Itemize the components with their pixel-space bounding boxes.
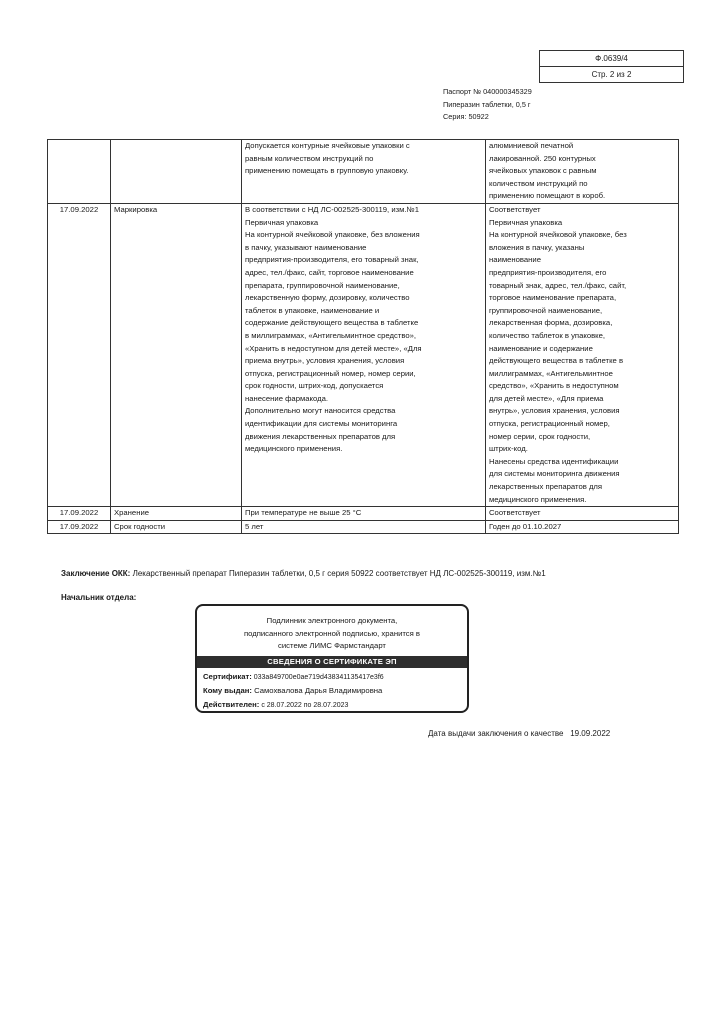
requirement-line: Дополнительно могут наносится средства	[245, 406, 396, 416]
result-line: для системы мониторинга движения	[489, 469, 620, 479]
requirement-line: лекарственную форму, дозировку, количество	[245, 293, 410, 303]
requirement-line: медицинского применения.	[245, 444, 343, 454]
form-code-box	[539, 50, 684, 83]
form-code: Ф.0639/4	[595, 54, 628, 63]
table-row	[48, 203, 679, 506]
requirement-line: срок годности, штрих-код, допускается	[245, 381, 384, 391]
result-line: миллиграммах, «Антигельминтное	[489, 368, 613, 378]
certificate-fields	[197, 668, 467, 713]
requirement-cell	[242, 507, 486, 521]
requirement-cell	[242, 520, 486, 534]
result-line: номер серии, срок годности,	[489, 431, 591, 441]
issue-date-value: 19.09.2022	[570, 729, 611, 738]
result-line: внутрь», условия хранения, условия	[489, 406, 620, 416]
result-line: товарный знак, адрес, тел./факс, сайт,	[489, 280, 627, 290]
result-line: медицинского применения.	[489, 494, 587, 504]
requirement-line: нанесение фармакода.	[245, 393, 329, 403]
requirement-line: «Хранить в недоступном для детей месте», «Для	[245, 343, 422, 353]
indicator-cell: Маркировка	[111, 203, 242, 506]
requirement-cell	[242, 140, 486, 204]
page-number: Стр. 2 из 2	[540, 66, 683, 82]
stamp-note-line: Подлинник электронного документа,	[266, 616, 398, 625]
certificate-label: Сертификат:	[203, 671, 252, 681]
requirement-line: предприятия-производителя, его товарный знак,	[245, 255, 419, 265]
table-row	[48, 140, 679, 204]
requirement-line: При температуре не выше 25 °С	[245, 508, 362, 518]
indicator-cell	[111, 140, 242, 204]
stamp-note-line: системе ЛИМС Фармстандарт	[278, 641, 386, 650]
requirement-line: адрес, тел./факс, сайт, торговое наименование	[245, 267, 414, 277]
issue-date-label: Дата выдачи заключения о качестве	[428, 729, 564, 738]
requirement-line: Допускается контурные ячейковые упаковки с	[245, 141, 410, 150]
validity-value: с 28.07.2022 по 28.07.2023	[259, 701, 349, 709]
requirement-cell	[242, 203, 486, 506]
result-line: На контурной ячейковой упаковке, без	[489, 230, 627, 240]
result-line: Первичная упаковка	[489, 217, 563, 227]
result-line: ячейковых упаковок с равным	[489, 166, 597, 176]
result-line: количество таблеток в упаковке,	[489, 330, 606, 340]
stamp-note-line: подписанного электронной подписью, хранится в	[243, 628, 421, 638]
result-line: лекарственных препаратов для	[489, 482, 603, 492]
requirement-line: применению помещать в групповую упаковку.	[245, 166, 409, 176]
issue-date	[428, 729, 610, 738]
result-line: Нанесены средства идентификации	[489, 456, 619, 466]
result-line: действующего вещества в таблетке в	[489, 356, 624, 366]
result-line: применению помещают в короб.	[489, 191, 606, 201]
result-line: средство», «Хранить в недоступном	[489, 381, 619, 391]
result-line: Соответствует	[489, 508, 541, 518]
test-date-cell: 17.09.2022	[48, 507, 111, 521]
result-line: Соответствует	[489, 204, 541, 214]
test-date-cell: 17.09.2022	[48, 203, 111, 506]
certificate-value: 033a849700e0ae719d438341135417e3f6	[251, 673, 384, 681]
result-line: торговое наименование препарата,	[489, 293, 617, 303]
series-number: Серия: 50922	[443, 112, 489, 121]
certificate-row	[203, 670, 461, 685]
validity-row	[203, 698, 461, 713]
requirement-line: На контурной ячейковой упаковке, без вложения	[245, 230, 420, 240]
requirement-line: таблеток в упаковке, наименование и	[245, 305, 380, 315]
passport-info	[443, 86, 532, 124]
result-line: группировочной наименование,	[489, 305, 603, 315]
result-cell	[486, 203, 679, 506]
requirement-line: Первичная упаковка	[245, 217, 319, 227]
result-line: наименование	[489, 255, 541, 265]
requirement-line: В соответствии с НД ЛС-002525-300119, изм.№1	[245, 204, 420, 214]
result-line: Годен до 01.10.2027	[489, 521, 562, 531]
test-date-cell	[48, 140, 111, 204]
table-row	[48, 520, 679, 534]
indicator-cell: Срок годности	[111, 520, 242, 534]
requirement-line: препарата, группировочной наименование,	[245, 280, 400, 290]
stamp-note	[197, 615, 467, 653]
result-line: штрих-код.	[489, 444, 528, 454]
issued-to-label: Кому выдан:	[203, 686, 252, 695]
result-cell	[486, 507, 679, 521]
requirement-line: идентификации для системы мониторинга	[245, 419, 398, 429]
result-line: вложения в пачку, указаны	[489, 242, 585, 252]
passport-number: Паспорт № 040000345329	[443, 87, 532, 96]
result-line: лакированной. 250 контурных	[489, 153, 596, 163]
result-line: отпуска, регистрационный номер,	[489, 419, 610, 429]
indicator-cell: Хранение	[111, 507, 242, 521]
issued-to-value: Самохвалова Дарья Владимировна	[251, 686, 383, 695]
requirement-line: содержание действующего вещества в таблетке	[245, 318, 419, 328]
validity-label: Действителен:	[203, 699, 260, 709]
result-cell	[486, 140, 679, 204]
conclusion-text: Лекарственный препарат Пиперазин таблетки, 0,5 г серия 50922 соответствует НД ЛС-002525-300119, изм.№1	[130, 569, 546, 578]
requirement-line: равным количеством инструкций по	[245, 153, 374, 163]
conclusion	[61, 569, 546, 578]
issued-to-row	[203, 684, 461, 698]
head-of-department-label: Начальник отдела:	[61, 593, 137, 602]
certificate-band: СВЕДЕНИЯ О СЕРТИФИКАТЕ ЭП	[197, 656, 467, 668]
requirement-line: приема внутрь», условия хранения, условия	[245, 356, 405, 366]
requirement-line: 5 лет	[245, 521, 264, 531]
requirement-line: в миллиграммах, «Антигельминтное средство»,	[245, 330, 417, 340]
conclusion-label: Заключение ОКК:	[61, 569, 131, 578]
result-line: предприятия-производителя, его	[489, 267, 607, 277]
product-name: Пиперазин таблетки, 0,5 г	[443, 99, 531, 109]
result-cell	[486, 520, 679, 534]
result-line: количеством инструкций по	[489, 178, 588, 188]
e-signature-stamp	[195, 604, 469, 713]
result-line: алюминиевой печатной	[489, 141, 574, 150]
requirement-line: в пачку, указывают наименование	[245, 242, 367, 252]
requirement-line: движения лекарственных препаратов для	[245, 431, 396, 441]
test-date-cell: 17.09.2022	[48, 520, 111, 534]
quality-table	[47, 139, 679, 534]
result-line: наименование и содержание	[489, 343, 593, 353]
requirement-line: отпуска, регистрационный номер, номер серии,	[245, 368, 416, 378]
result-line: для детей месте», «Для приема	[489, 393, 604, 403]
result-line: лекарственная форма, дозировка,	[489, 318, 613, 328]
table-row	[48, 507, 679, 521]
